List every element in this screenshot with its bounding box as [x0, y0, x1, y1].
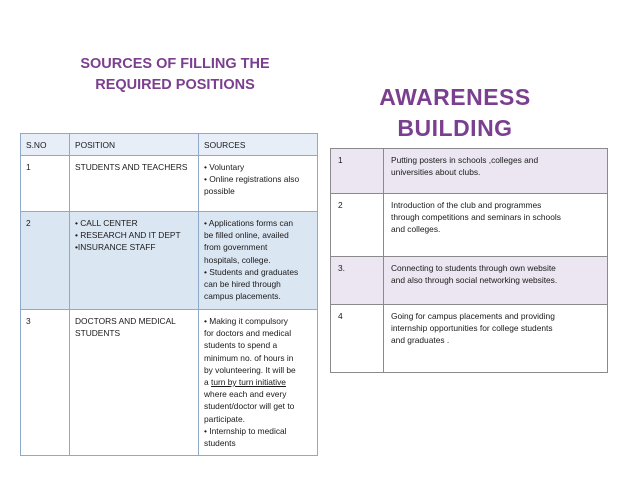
awareness-table	[330, 148, 608, 373]
row-sno: 3	[21, 310, 70, 456]
row-sno: 1	[21, 156, 70, 212]
position-line: • CALL CENTER	[75, 218, 138, 228]
position-line: DOCTORS AND MEDICAL	[75, 316, 176, 326]
sources-line: • Making it compulsory	[204, 316, 288, 326]
sources-line: • Students and graduates	[204, 266, 299, 277]
sources-line	[204, 376, 312, 388]
row-text-line: Introduction of the club and programmes	[391, 200, 542, 210]
row-text-line: and graduates .	[391, 335, 450, 346]
row-sources	[199, 156, 318, 212]
right-heading	[340, 82, 570, 144]
row-text-line: and colleges.	[391, 224, 441, 235]
row-text-line: internship opportunities for college students	[391, 323, 553, 334]
row-sources	[199, 212, 318, 310]
row-number: 1	[331, 149, 384, 194]
row-text	[384, 194, 608, 257]
row-text-line: universities about clubs.	[391, 167, 481, 178]
sources-line: for doctors and medical	[204, 328, 292, 339]
row-text-line: and also through social networking websites.	[391, 275, 558, 286]
left-heading	[40, 54, 310, 96]
row-text-line: Going for campus placements and providing	[391, 311, 555, 321]
table-header-row	[21, 134, 318, 156]
sources-line: • Online registrations also	[204, 174, 300, 185]
sources-line: hospitals, college.	[204, 254, 271, 265]
header-sno: S.NO	[21, 134, 70, 156]
sources-line: participate.	[204, 413, 245, 424]
row-text	[384, 257, 608, 305]
sources-line: • Applications forms can	[204, 218, 294, 228]
position-line: • RESEARCH AND IT DEPT	[75, 230, 181, 241]
sources-line: from government	[204, 242, 268, 253]
row-number: 3.	[331, 257, 384, 305]
table-row	[331, 149, 608, 194]
sources-line: • Voluntary	[204, 162, 245, 172]
row-sno: 2	[21, 212, 70, 310]
row-text	[384, 305, 608, 373]
sources-table	[20, 133, 318, 456]
sources-line-prefix: a	[204, 377, 211, 388]
table-row	[331, 194, 608, 257]
left-heading-line-2: REQUIRED POSITIONS	[95, 77, 255, 93]
table-row	[21, 212, 318, 310]
sources-line: minimum no. of hours in	[204, 352, 294, 363]
position-line: STUDENTS	[75, 328, 121, 339]
row-text	[384, 149, 608, 194]
sources-line: where each and every	[204, 389, 287, 400]
row-text-line: Connecting to students through own website	[391, 263, 556, 273]
left-heading-line-1: SOURCES OF FILLING THE	[80, 56, 270, 72]
right-heading-line-2: BUILDING	[397, 115, 513, 141]
sources-line: campus placements.	[204, 291, 281, 302]
table-row	[21, 156, 318, 212]
row-number: 4	[331, 305, 384, 373]
row-text-line: through competitions and seminars in schools	[391, 212, 561, 223]
sources-line: by volunteering. It will be	[204, 364, 296, 375]
table-row	[331, 257, 608, 305]
table-row	[21, 310, 318, 456]
sources-line: • Internship to medical	[204, 425, 287, 436]
row-position	[70, 310, 199, 456]
row-position	[70, 212, 199, 310]
sources-line: possible	[204, 186, 235, 197]
row-text-line: Putting posters in schools ,colleges and	[391, 155, 539, 165]
underlined-phrase: turn by turn initiative	[211, 377, 286, 388]
row-number: 2	[331, 194, 384, 257]
sources-line: can be hired through	[204, 279, 281, 290]
right-heading-line-1: AWARENESS	[379, 84, 531, 110]
sources-line: student/doctor will get to	[204, 401, 295, 412]
sources-line: students	[204, 438, 236, 449]
sources-line: be filled online, availed	[204, 230, 289, 241]
header-position: POSITION	[70, 134, 199, 156]
table-row	[331, 305, 608, 373]
header-sources: SOURCES	[199, 134, 318, 156]
position-line: •INSURANCE STAFF	[75, 242, 156, 253]
row-position	[70, 156, 199, 212]
sources-line: students to spend a	[204, 340, 278, 351]
position-line: STUDENTS AND TEACHERS	[75, 162, 188, 172]
row-sources	[199, 310, 318, 456]
